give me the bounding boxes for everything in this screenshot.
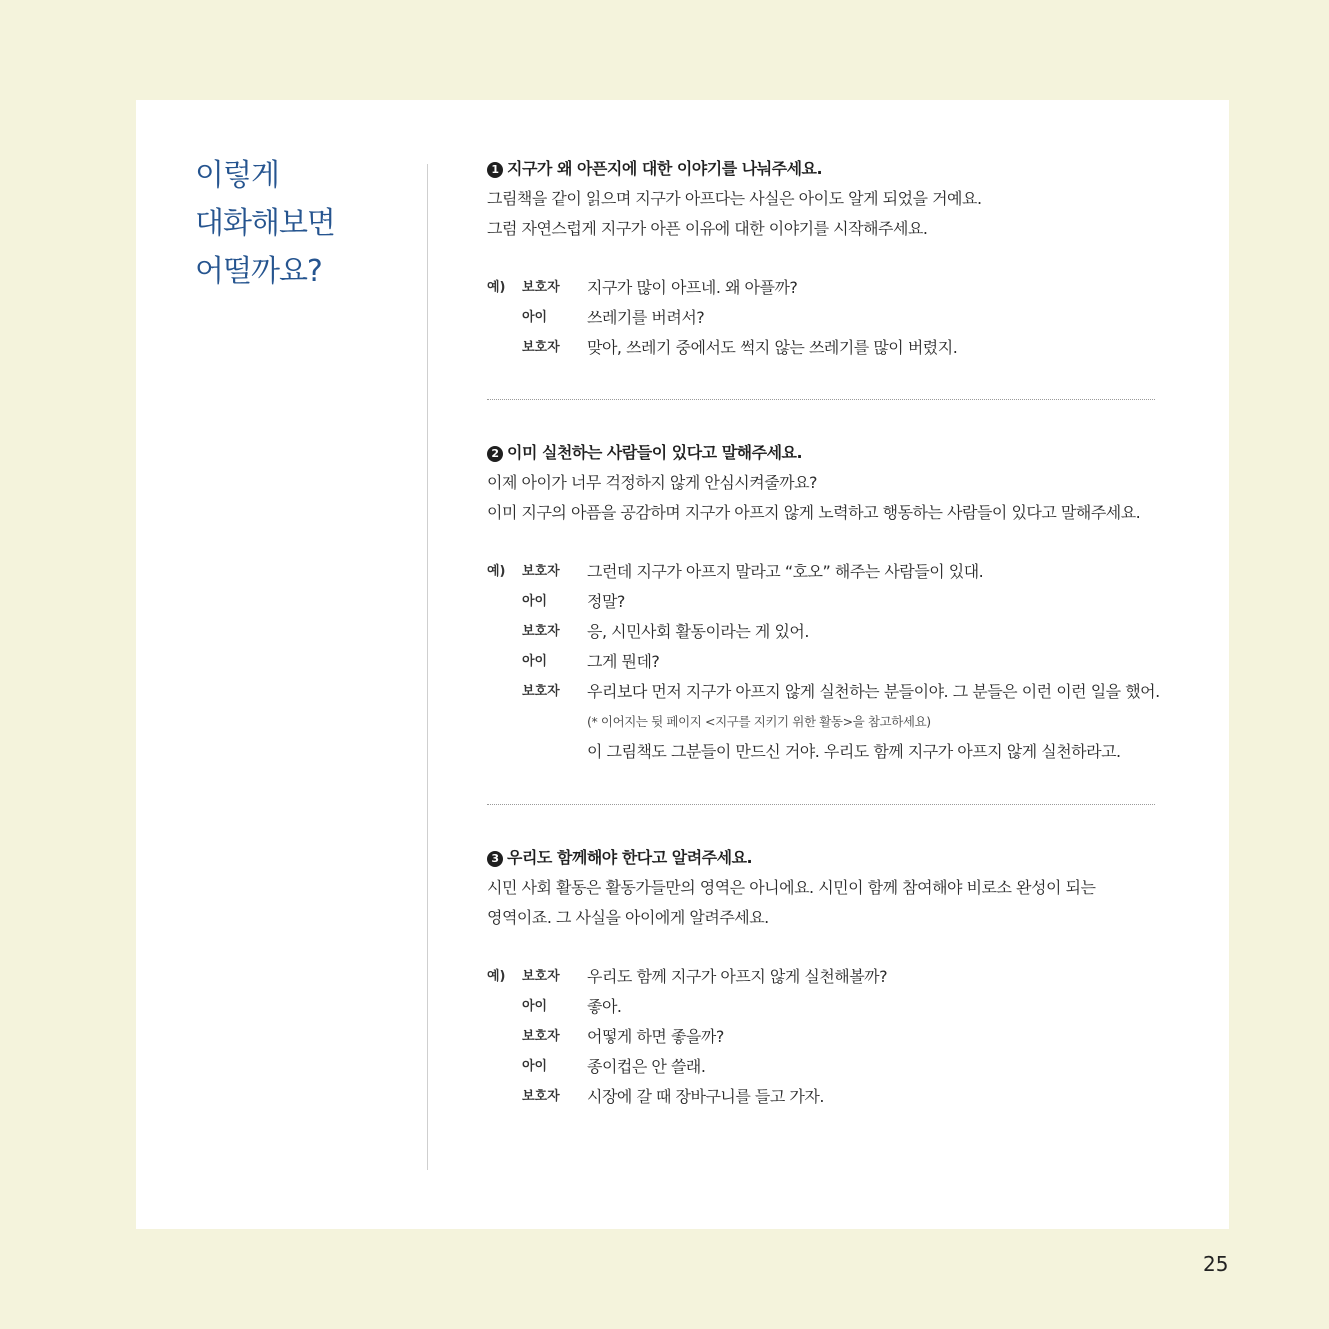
dialog-speaker: 보호자: [522, 340, 560, 355]
dialog-text: 좋아.: [587, 997, 622, 1016]
side-title-line: 대화해보면: [195, 206, 335, 241]
example-dialog: [487, 962, 1207, 1112]
dialog-line: [487, 647, 1207, 677]
side-title-line: 어떨까요?: [195, 254, 322, 289]
dialog-line: [487, 587, 1207, 617]
example-label: 예): [487, 969, 506, 984]
dialog-line: [487, 273, 1207, 303]
section-2: [487, 438, 1207, 767]
dialog-line: [487, 1082, 1207, 1112]
dialog-speaker: 아이: [522, 1059, 548, 1074]
section-heading: [487, 154, 1207, 184]
dialog-speaker: 아이: [522, 594, 548, 609]
dialog-text: 응, 시민사회 활동이라는 게 있어.: [587, 622, 809, 641]
dialog-line: [487, 677, 1207, 707]
dialog-speaker: 아이: [522, 310, 548, 325]
page-number: 25: [1203, 1252, 1229, 1276]
dialog-text: 종이컵은 안 쓸래.: [587, 1057, 706, 1076]
side-title-line: 이렇게: [195, 158, 279, 193]
dialog-speaker: 보호자: [522, 280, 560, 295]
dialog-line: [487, 992, 1207, 1022]
dialog-speaker: 보호자: [522, 969, 560, 984]
example-label: 예): [487, 564, 506, 579]
section-paragraph: 시민 사회 활동은 활동가들만의 영역은 아니에요. 시민이 함께 참여해야 비로소 완성이 되는: [487, 878, 1096, 897]
section-1: [487, 154, 1207, 363]
dialog-line: [487, 557, 1207, 587]
dialog-text: 어떻게 하면 좋을까?: [587, 1027, 724, 1046]
dialog-speaker: 아이: [522, 999, 548, 1014]
side-title: [195, 152, 395, 296]
dialog-line: [487, 962, 1207, 992]
dialog-text: 지구가 많이 아프네. 왜 아플까?: [587, 278, 798, 297]
section-number-badge: 2: [487, 446, 503, 462]
section-heading: [487, 843, 1207, 873]
dialog-line: [487, 303, 1207, 333]
dialog-text: 정말?: [587, 592, 625, 611]
dialog-text: 우리도 함께 지구가 아프지 않게 실천해볼까?: [587, 967, 888, 986]
section-paragraph: 이제 아이가 너무 걱정하지 않게 안심시켜줄까요?: [487, 473, 818, 492]
section-paragraph: 그럼 자연스럽게 지구가 아픈 이유에 대한 이야기를 시작해주세요.: [487, 219, 928, 238]
dialog-text: 이 그림책도 그분들이 만드신 거야. 우리도 함께 지구가 아프지 않게 실천하라고.: [587, 742, 1121, 761]
dialog-speaker: 보호자: [522, 1089, 560, 1104]
dialog-text: 시장에 갈 때 장바구니를 들고 가자.: [587, 1087, 824, 1106]
vertical-divider: [427, 164, 428, 1170]
section-3: [487, 843, 1207, 1112]
dialog-text: 그런데 지구가 아프지 말라고 “호오” 해주는 사람들이 있대.: [587, 562, 984, 581]
dialog-text: 맞아, 쓰레기 중에서도 썩지 않는 쓰레기를 많이 버렸지.: [587, 338, 958, 357]
dialog-speaker: 보호자: [522, 684, 560, 699]
dialog-line: [487, 1052, 1207, 1082]
dialog-text: 쓰레기를 버려서?: [587, 308, 705, 327]
example-dialog: [487, 557, 1207, 767]
section-number-badge: 1: [487, 162, 503, 178]
section-number-badge: 3: [487, 851, 503, 867]
dialog-text: 그게 뭔데?: [587, 652, 660, 671]
example-dialog: [487, 273, 1207, 363]
dialog-speaker: 아이: [522, 654, 548, 669]
section-paragraph: 그림책을 같이 읽으며 지구가 아프다는 사실은 아이도 알게 되었을 거예요.: [487, 189, 982, 208]
section-heading-text: 우리도 함께해야 한다고 알려주세요.: [507, 848, 753, 867]
section-heading-text: 지구가 왜 아픈지에 대한 이야기를 나눠주세요.: [507, 159, 823, 178]
dialog-speaker: 보호자: [522, 624, 560, 639]
dotted-divider: [487, 399, 1155, 400]
example-label: 예): [487, 280, 506, 295]
section-paragraph: 이미 지구의 아픔을 공감하며 지구가 아프지 않게 노력하고 행동하는 사람들이 있다고 말해주세요.: [487, 503, 1141, 522]
section-heading: [487, 438, 1207, 468]
dialog-line: [487, 1022, 1207, 1052]
section-paragraph: 영역이죠. 그 사실을 아이에게 알려주세요.: [487, 908, 769, 927]
dialog-line: [487, 617, 1207, 647]
dotted-divider: [487, 804, 1155, 805]
page-paper: [136, 100, 1229, 1229]
dialog-line: [487, 333, 1207, 363]
dialog-line: [487, 737, 1207, 767]
dialog-text: 우리보다 먼저 지구가 아프지 않게 실천하는 분들이야. 그 분들은 이런 이런 일을 했어.: [587, 682, 1160, 701]
dialog-line: [487, 707, 1207, 737]
dialog-note: (* 이어지는 뒷 페이지 <지구를 지키기 위한 활동>을 참고하세요): [587, 714, 931, 729]
dialog-speaker: 보호자: [522, 1029, 560, 1044]
section-heading-text: 이미 실천하는 사람들이 있다고 말해주세요.: [507, 443, 803, 462]
dialog-speaker: 보호자: [522, 564, 560, 579]
